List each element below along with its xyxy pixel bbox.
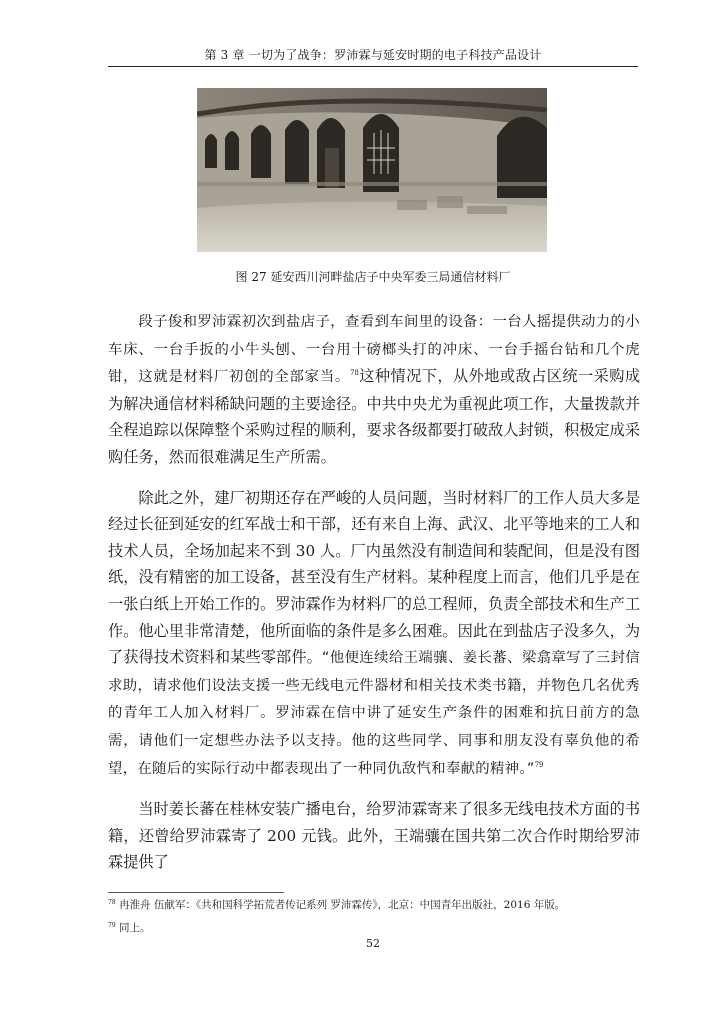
paragraph-1 — [108, 308, 640, 471]
paragraph-3 — [108, 796, 640, 876]
paragraph-text: 当时姜长蕃在桂林安装广播电台，给罗沛霖寄来了很多无线电技术方面的书籍，还曾给罗沛霖寄了 200 元钱。此外，王端骧在国共第二次合作时期给罗沛霖提供了 — [108, 800, 640, 872]
paragraph-2 — [108, 485, 640, 783]
footnote-ref: 78 — [349, 369, 359, 378]
paragraph-text: 除此之外，建厂初期还存在严峻的人员问题，当时材料厂的工作人员大多是经过长征到延安的红军战士和干部，还有来自上海、武汉、北平等地来的工人和技术人员，全场加起来不到 30 人。厂内虽然没有制造间和装配间，但是没有图纸，没有精密的加工设备，甚至没有生产材料。某种程度上而言，他们几乎是在一张白纸上开始工作的。罗沛霖作为材料厂的总工程师，负责全部技术和生产工作。他心里非常清楚，他所面临的条件是多么困难。因此在到盐店子没多久，为了获得技术资料和某些零部件。 — [108, 488, 640, 667]
footnote-text: 冉淮舟 伍献军：《共和国科学拓荒者传记系列 罗沛霖传》，北京：中国青年出版社，2016 年版。 — [118, 899, 566, 911]
figure-caption: 图 27 延安西川河畔盐店子中央军委三局通信材料厂 — [235, 270, 511, 284]
quoted-text: 段子俊和罗沛霖初次到盐店子，查看到车间里的设备：一台人摇提供动力的小车床、一台手扳的小牛头刨、一台用十磅榔头打的冲床、一台手摇台钻和几个虎钳，这就是材料厂初创的全部家当。 — [108, 314, 640, 386]
paragraph-text: 这种情况下，从外地或敌占区统一采购成为解决通信材料稀缺问题的主要途径。中共中央尤为重视此项工作，大量拨款并全程追踪以保障整个采购过程的顺利，要求各级都要打破敌人封锁，积极定成采购任务，然而很难满足生产所需。 — [108, 367, 641, 466]
body-text — [108, 308, 640, 890]
header-rule — [108, 66, 638, 67]
quoted-text: “他便连续给王端骧、姜长蕃、梁翕章写了三封信求助，请求他们设法支援一些无线电元件器材和相关技术类书籍，并物色几名优秀的青年工人加入材料厂。罗沛霖在信中讲了延安生产条件的困难和抗日前方的急需，请他们一定想些办法予以支持。他的这些同学、同事和朋友没有辜负他的希望，在随后的实际行动中都表现出了一种同仇敌忾和奉献的精神。” — [108, 650, 641, 777]
footnote-mark: 79 — [108, 922, 116, 929]
footnote-item — [108, 921, 638, 935]
running-header: 第 3 章 一切为了战争：罗沛霖与延安时期的电子科技产品设计 — [204, 48, 542, 62]
footnote-rule — [108, 892, 284, 893]
footnote-text: 同上。 — [118, 922, 151, 934]
historical-photo-cave-dwellings — [197, 88, 547, 252]
footnote-item — [108, 898, 638, 912]
footnote-mark: 78 — [108, 899, 116, 906]
footnote-ref: 79 — [534, 760, 544, 769]
page-number: 52 — [366, 937, 380, 950]
